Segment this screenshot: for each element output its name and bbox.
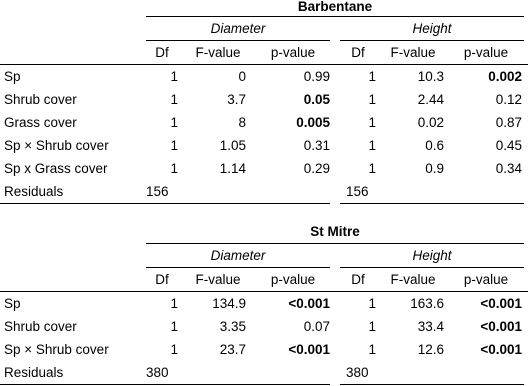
row-label: Residuals [4, 365, 64, 380]
column-header-df: Df [155, 272, 169, 287]
df-value: 1 [368, 296, 376, 311]
row-label: Shrub cover [4, 92, 77, 107]
f-value: 134.9 [212, 296, 246, 311]
df-value: 1 [170, 296, 178, 311]
df-value: 1 [368, 92, 376, 107]
df-value: 1 [170, 319, 178, 334]
column-header-df: Df [351, 272, 365, 287]
row-label: Sp [4, 69, 21, 84]
row-label: Sp × Shrub cover [4, 342, 109, 357]
p-value: 0.05 [303, 92, 330, 107]
f-value: 12.6 [417, 342, 444, 357]
table-row [0, 339, 528, 361]
table-title: Barbentane [297, 0, 373, 14]
f-value: 8 [238, 115, 246, 130]
column-header-p-value: p-value [463, 272, 509, 287]
df-value: 1 [368, 69, 376, 84]
df-value: 1 [170, 342, 178, 357]
group-header-height: Height [412, 248, 452, 263]
p-value: <0.001 [480, 319, 522, 334]
column-header-f-value: F-value [390, 272, 436, 287]
column-header-p-value: p-value [270, 45, 316, 60]
f-value: 3.35 [219, 319, 246, 334]
p-value: <0.001 [480, 296, 522, 311]
df-value: 1 [170, 138, 178, 153]
p-value: 0.45 [495, 138, 522, 153]
table-row [0, 293, 528, 315]
table-title: St Mitre [310, 224, 360, 239]
f-value: 2.44 [417, 92, 444, 107]
p-value: 0.87 [495, 115, 522, 130]
group-header-diameter: Diameter [210, 21, 266, 36]
column-header-p-value: p-value [463, 45, 509, 60]
table-row [0, 135, 528, 157]
p-value: 0.29 [303, 161, 330, 176]
table-row [0, 158, 528, 180]
f-value: 1.14 [219, 161, 246, 176]
df-value: 380 [146, 365, 169, 380]
column-header-f-value: F-value [390, 45, 436, 60]
df-value: 1 [170, 69, 178, 84]
group-header-diameter: Diameter [210, 248, 266, 263]
df-value: 1 [368, 319, 376, 334]
p-value: <0.001 [288, 296, 330, 311]
f-value: 10.3 [417, 69, 444, 84]
df-value: 1 [368, 115, 376, 130]
table-row [0, 89, 528, 111]
column-header-p-value: p-value [270, 272, 316, 287]
residuals-row [0, 362, 528, 384]
row-label: Sp x Grass cover [4, 161, 108, 176]
df-value: 1 [368, 342, 376, 357]
column-header-df: Df [351, 45, 365, 60]
df-value: 1 [170, 92, 178, 107]
residuals-row [0, 181, 528, 203]
p-value: 0.31 [303, 138, 330, 153]
p-value: <0.001 [480, 342, 522, 357]
df-value: 1 [170, 115, 178, 130]
p-value: 0.34 [495, 161, 522, 176]
p-value: 0.002 [488, 69, 522, 84]
f-value: 163.6 [410, 296, 444, 311]
df-value: 380 [346, 365, 369, 380]
table-bottom-rule [0, 203, 330, 204]
p-value: 0.07 [303, 319, 330, 334]
f-value: 0.9 [425, 161, 444, 176]
table-row [0, 112, 528, 134]
f-value: 33.4 [417, 319, 444, 334]
df-value: 1 [368, 138, 376, 153]
table-bottom-rule [340, 384, 524, 385]
df-value: 1 [170, 161, 178, 176]
table-bottom-rule [340, 203, 524, 204]
group-header-height: Height [412, 21, 452, 36]
table-row [0, 66, 528, 88]
row-label: Residuals [4, 184, 64, 199]
f-value: 0.02 [417, 115, 444, 130]
df-value: 1 [368, 161, 376, 176]
f-value: 0 [238, 69, 246, 84]
df-value: 156 [346, 184, 369, 199]
f-value: 3.7 [227, 92, 246, 107]
p-value: 0.99 [303, 69, 330, 84]
column-header-f-value: F-value [195, 272, 241, 287]
p-value: 0.12 [495, 92, 522, 107]
f-value: 0.6 [425, 138, 444, 153]
row-label: Sp [4, 296, 21, 311]
column-header-f-value: F-value [195, 45, 241, 60]
p-value: <0.001 [288, 342, 330, 357]
row-label: Grass cover [4, 115, 77, 130]
row-label: Shrub cover [4, 319, 77, 334]
table-bottom-rule [0, 384, 330, 385]
p-value: 0.005 [296, 115, 330, 130]
f-value: 23.7 [219, 342, 246, 357]
table-row [0, 316, 528, 338]
row-label: Sp × Shrub cover [4, 138, 109, 153]
column-header-df: Df [155, 45, 169, 60]
df-value: 156 [146, 184, 169, 199]
f-value: 1.05 [219, 138, 246, 153]
